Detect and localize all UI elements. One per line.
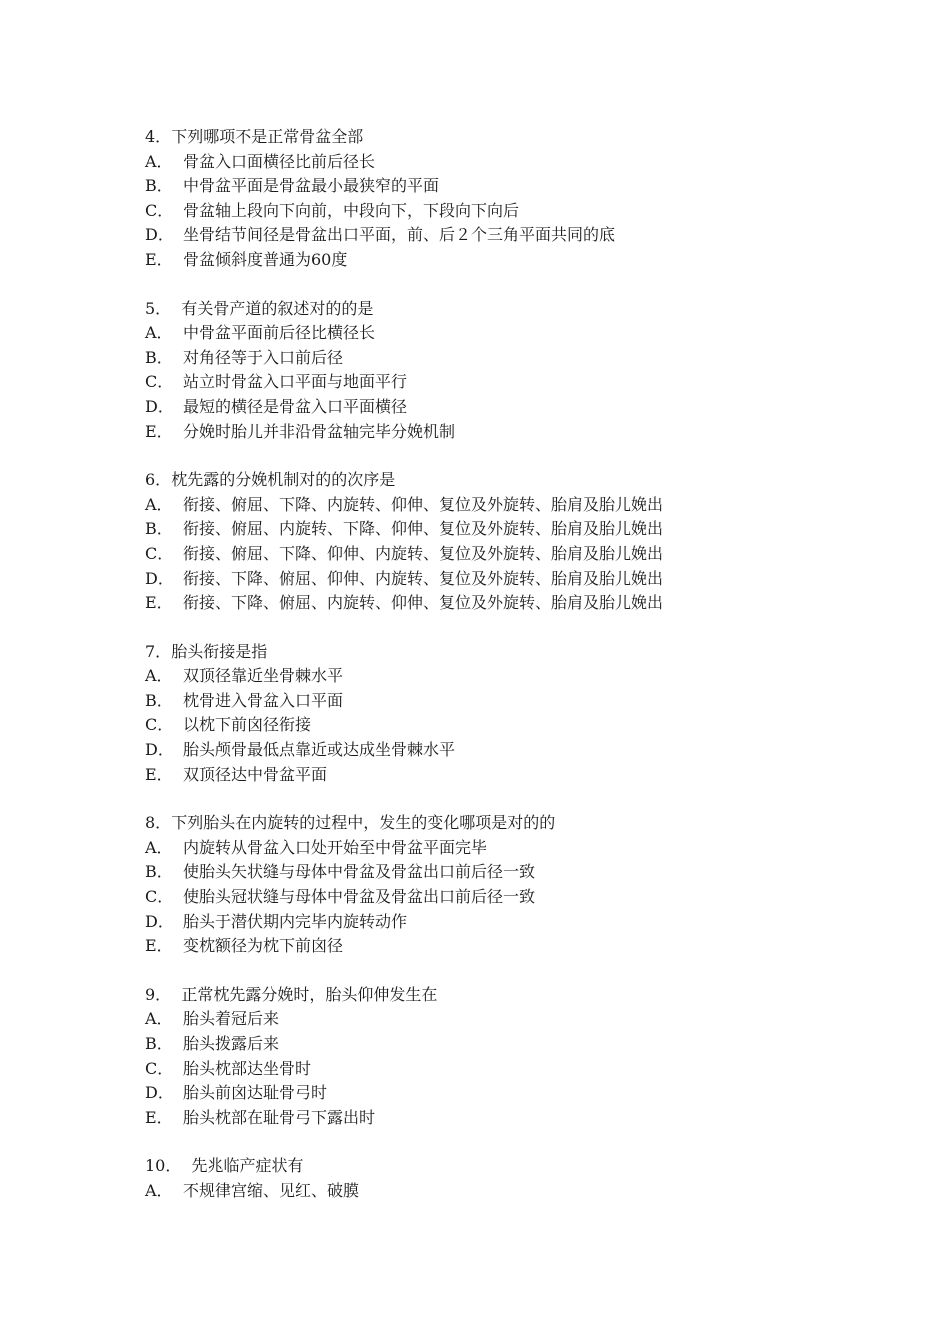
- option-letter: D．: [145, 568, 174, 588]
- option-d: [145, 738, 865, 763]
- option-text: 胎头拨露后来: [183, 1034, 280, 1053]
- option-letter: D．: [145, 1083, 174, 1103]
- question-7: [145, 640, 865, 788]
- question-stem: [145, 1154, 865, 1179]
- option-text: 变枕额径为枕下前囟径: [183, 936, 344, 956]
- option-text: 衔接、俯屈、内旋转、下降、仰伸、复位及外旋转、胎肩及胎儿娩出: [183, 519, 664, 539]
- option-text: 中骨盆平面前后径比横径长: [183, 323, 376, 343]
- option-c: [145, 542, 865, 567]
- option-text: 分娩时胎儿并非沿骨盆轴完毕分娩机制: [183, 421, 456, 441]
- option-text: 胎头着冠后来: [183, 1009, 280, 1029]
- option-e: [145, 420, 865, 445]
- option-text: 胎头枕部达坐骨时: [183, 1058, 312, 1078]
- question-text: 下列胎头在内旋转的过程中，发生的变化哪项是对的的: [171, 813, 556, 833]
- option-text: 双顶径达中骨盆平面: [183, 764, 328, 784]
- question-number: 4．: [145, 127, 172, 146]
- option-a: [145, 1179, 865, 1204]
- option-text: 使胎头冠状缝与母体中骨盆及骨盆出口前后径一致: [183, 887, 536, 907]
- question-text: 枕先露的分娩机制对的的次序是: [171, 470, 396, 490]
- option-a: [145, 664, 865, 689]
- question-text: 先兆临产症状有: [181, 1156, 304, 1176]
- option-text: 衔接、俯屈、下降、仰伸、内旋转、复位及外旋转、胎肩及胎儿娩出: [183, 543, 664, 563]
- option-letter: C．: [145, 543, 174, 563]
- question-number: 5．: [145, 298, 172, 318]
- option-letter: B．: [145, 690, 173, 710]
- option-letter: C．: [145, 372, 174, 392]
- option-letter: E．: [145, 593, 173, 613]
- question-stem: [145, 983, 865, 1008]
- question-stem: [145, 125, 865, 150]
- option-letter: A．: [145, 323, 173, 343]
- question-10: [145, 1154, 865, 1203]
- question-stem: [145, 297, 865, 322]
- option-text: 衔接、俯屈、下降、内旋转、仰伸、复位及外旋转、胎肩及胎儿娩出: [183, 494, 664, 514]
- option-text: 最短的横径是骨盆入口平面横径: [183, 396, 408, 416]
- option-letter: B．: [145, 176, 173, 196]
- option-letter: C．: [145, 1058, 174, 1078]
- option-d: [145, 567, 865, 592]
- option-a: [145, 1007, 865, 1032]
- option-text: 坐骨结节间径是骨盆出口平面，前、后２个三角平面共同的底: [183, 225, 616, 245]
- option-text: 中骨盆平面是骨盆最小最狭窄的平面: [183, 176, 440, 196]
- option-letter: A．: [145, 837, 173, 857]
- option-c: [145, 713, 865, 738]
- question-number: 8．: [145, 813, 172, 833]
- option-letter: E．: [145, 1107, 173, 1127]
- option-d: [145, 910, 865, 935]
- option-a: [145, 836, 865, 861]
- question-list: [145, 125, 865, 1228]
- option-text: 衔接、下降、俯屈、仰伸、内旋转、复位及外旋转、胎肩及胎儿娩出: [183, 568, 664, 588]
- option-letter: C．: [145, 887, 174, 907]
- option-text: 胎头前囟达耻骨弓时: [183, 1083, 328, 1103]
- option-text: 骨盆倾斜度普通为60度: [183, 249, 348, 269]
- option-letter: B．: [145, 862, 173, 882]
- option-c: [145, 199, 865, 224]
- option-d: [145, 1081, 865, 1106]
- option-letter: E．: [145, 936, 173, 956]
- option-e: [145, 763, 865, 788]
- option-a: [145, 150, 865, 175]
- question-6: [145, 468, 865, 616]
- option-a: [145, 321, 865, 346]
- option-text: 骨盆轴上段向下向前，中段向下，下段向下向后: [183, 200, 520, 220]
- question-number: 7．: [145, 641, 172, 661]
- option-d: [145, 223, 865, 248]
- option-e: [145, 934, 865, 959]
- option-b: [145, 517, 865, 542]
- option-c: [145, 1057, 865, 1082]
- option-text: 双顶径靠近坐骨棘水平: [183, 666, 344, 686]
- option-letter: C．: [145, 715, 174, 735]
- option-text: 对角径等于入口前后径: [183, 347, 344, 367]
- option-letter: D．: [145, 225, 174, 245]
- option-b: [145, 174, 865, 199]
- question-8: [145, 811, 865, 959]
- option-letter: E．: [145, 421, 173, 441]
- option-letter: C．: [145, 200, 174, 220]
- question-5: [145, 297, 865, 445]
- option-text: 胎头于潜伏期内完毕内旋转动作: [183, 911, 408, 931]
- option-text: 内旋转从骨盆入口处开始至中骨盆平面完毕: [183, 837, 488, 857]
- question-4: [145, 125, 865, 273]
- option-letter: B．: [145, 1034, 173, 1053]
- option-letter: A．: [145, 1180, 173, 1200]
- option-letter: E．: [145, 249, 173, 269]
- option-e: [145, 1106, 865, 1131]
- option-text: 使胎头矢状缝与母体中骨盆及骨盆出口前后径一致: [183, 862, 536, 882]
- option-b: [145, 346, 865, 371]
- question-stem: [145, 640, 865, 665]
- option-text: 站立时骨盆入口平面与地面平行: [183, 372, 408, 392]
- option-letter: B．: [145, 519, 173, 539]
- option-text: 胎头枕部在耻骨弓下露出时: [183, 1107, 376, 1127]
- option-letter: A．: [145, 151, 173, 171]
- question-number: 10．: [145, 1156, 182, 1176]
- option-b: [145, 860, 865, 885]
- option-text: 枕骨进入骨盆入口平面: [183, 690, 344, 710]
- option-a: [145, 493, 865, 518]
- option-text: 骨盆入口面横径比前后径长: [183, 151, 376, 171]
- option-letter: D．: [145, 911, 174, 931]
- option-letter: D．: [145, 396, 174, 416]
- option-letter: A．: [145, 1009, 173, 1029]
- question-text: 胎头衔接是指: [171, 641, 268, 661]
- option-text: 不规律宫缩、见红、破膜: [183, 1180, 360, 1200]
- question-text: 下列哪项不是正常骨盆全部: [171, 127, 364, 146]
- option-letter: E．: [145, 764, 173, 784]
- question-stem: [145, 468, 865, 493]
- option-letter: B．: [145, 347, 173, 367]
- question-number: 6．: [145, 470, 172, 490]
- option-b: [145, 1032, 865, 1057]
- option-letter: A．: [145, 666, 173, 686]
- question-stem: [145, 811, 865, 836]
- question-text: 有关骨产道的叙述对的的是: [171, 298, 374, 318]
- question-text: 正常枕先露分娩时，胎头仰伸发生在: [171, 984, 438, 1004]
- option-letter: A．: [145, 494, 173, 514]
- question-9: [145, 983, 865, 1131]
- option-text: 胎头颅骨最低点靠近或达成坐骨棘水平: [183, 740, 456, 760]
- option-letter: D．: [145, 740, 174, 760]
- option-text: 以枕下前囟径衔接: [183, 715, 312, 735]
- option-e: [145, 591, 865, 616]
- option-c: [145, 885, 865, 910]
- option-d: [145, 395, 865, 420]
- option-text: 衔接、下降、俯屈、内旋转、仰伸、复位及外旋转、胎肩及胎儿娩出: [183, 593, 664, 613]
- question-number: 9．: [145, 984, 172, 1004]
- option-c: [145, 370, 865, 395]
- option-b: [145, 689, 865, 714]
- option-e: [145, 248, 865, 273]
